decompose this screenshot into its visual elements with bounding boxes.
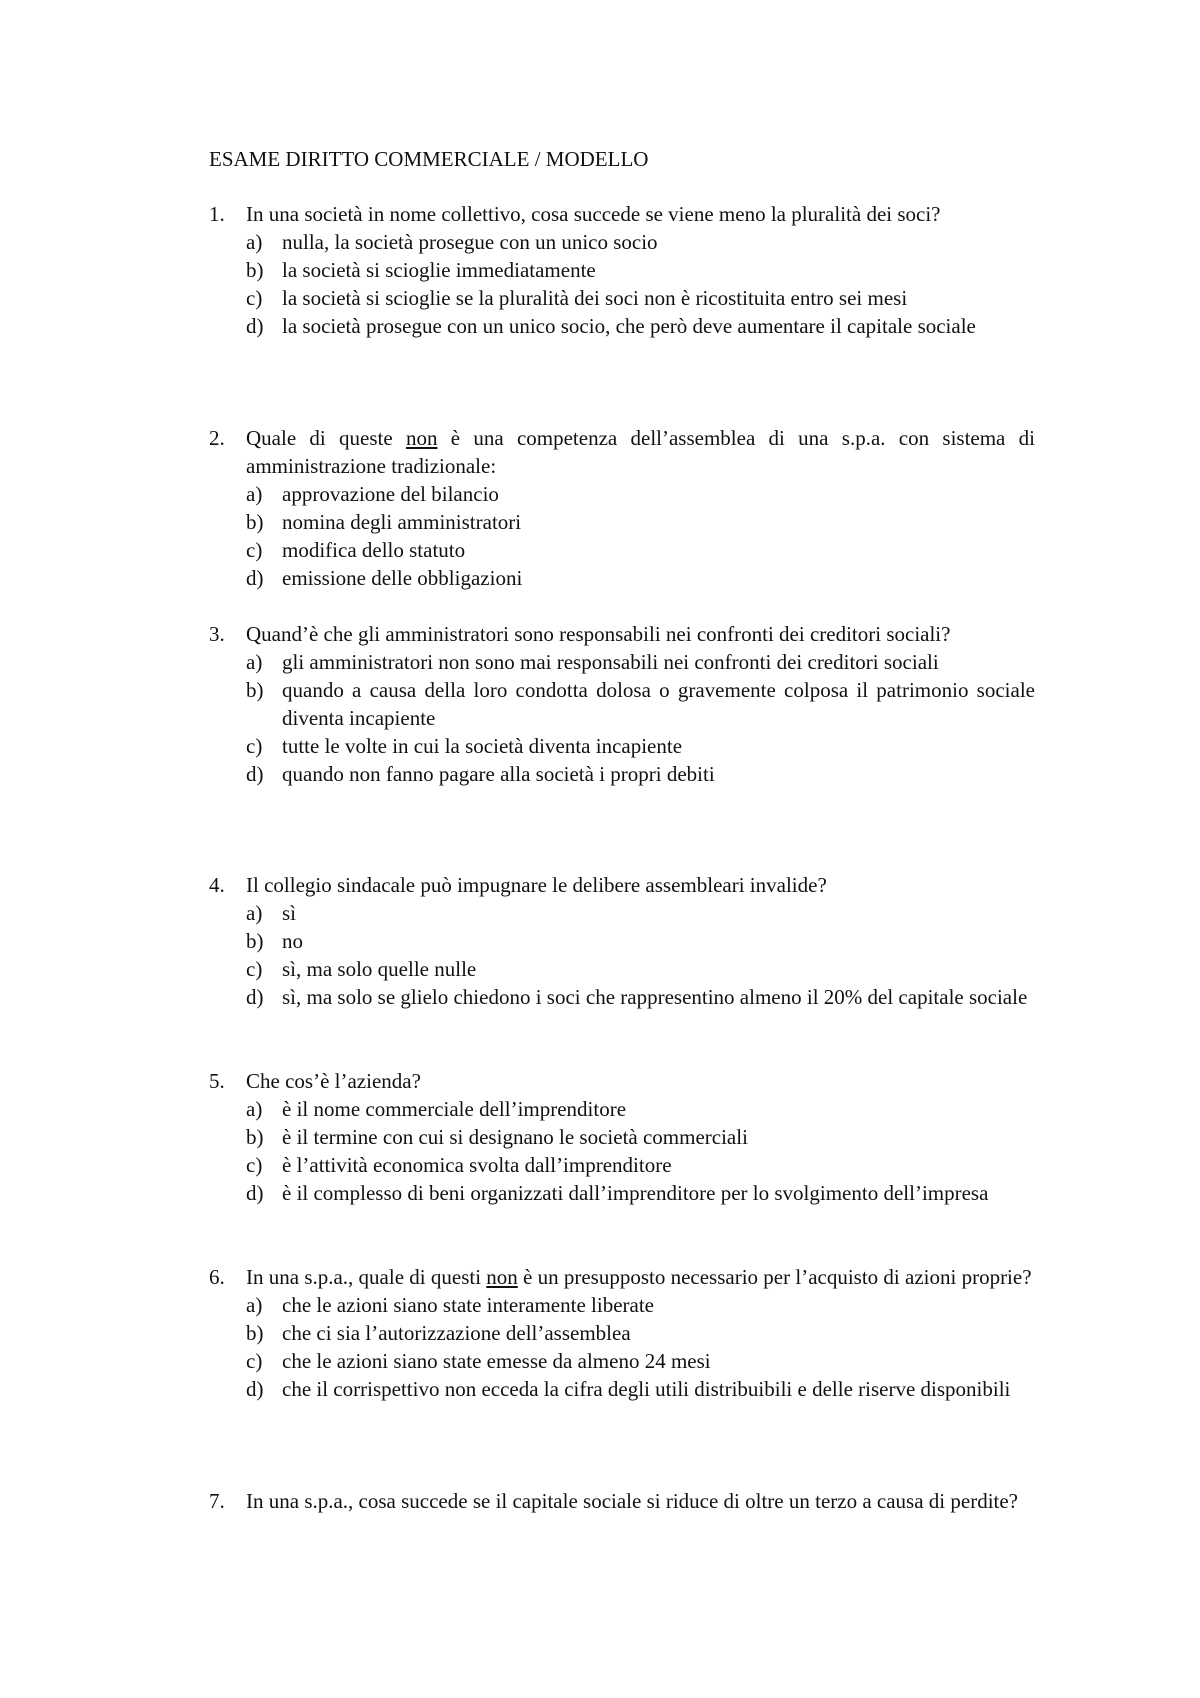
answer-option-a[interactable]	[209, 1095, 1035, 1123]
document-title: ESAME DIRITTO COMMERCIALE / MODELLO	[209, 147, 649, 171]
option-text: la società prosegue con un unico socio, che però deve aumentare il capitale sociale	[282, 314, 976, 338]
question-number: 7.	[209, 1489, 225, 1513]
option-text: tutte le volte in cui la società diventa incapiente	[282, 734, 683, 758]
question-number: 3.	[209, 622, 225, 646]
answer-option-c[interactable]	[209, 1151, 1035, 1179]
answer-option-d[interactable]	[209, 983, 1035, 1011]
option-letter: a)	[246, 650, 263, 674]
answer-option-b[interactable]	[209, 927, 1035, 955]
answer-options	[209, 899, 1035, 1011]
question-3	[209, 620, 1035, 788]
question-number: 4.	[209, 873, 225, 897]
question-4	[209, 871, 1035, 1011]
option-letter: c)	[246, 957, 263, 981]
option-text: è il complesso di beni organizzati dall’imprenditore per lo svolgimento dell’impresa	[282, 1181, 989, 1205]
question-stem	[209, 1487, 1035, 1515]
option-text: sì, ma solo quelle nulle	[282, 957, 477, 981]
question-7	[209, 1487, 1035, 1515]
option-letter: a)	[246, 1293, 263, 1317]
answer-option-a[interactable]	[209, 899, 1035, 927]
question-number: 6.	[209, 1265, 225, 1289]
option-text: approvazione del bilancio	[282, 482, 499, 506]
answer-option-a[interactable]	[209, 480, 1035, 508]
answer-option-c[interactable]	[209, 955, 1035, 983]
question-text: In una s.p.a., quale di questi non è un presupposto necessario per l’acquisto di azioni proprie?	[246, 1265, 1032, 1289]
answer-option-a[interactable]	[209, 648, 1035, 676]
question-text: In una società in nome collettivo, cosa succede se viene meno la pluralità dei soci?	[246, 202, 941, 226]
question-stem	[209, 620, 1035, 648]
option-letter: b)	[246, 678, 264, 702]
option-letter: a)	[246, 1097, 263, 1121]
option-text: è il nome commerciale dell’imprenditore	[282, 1097, 627, 1121]
question-text: Quale di queste non è una competenza dell’assemblea di una s.p.a. con sistema di amministrazione tradizionale:	[246, 426, 1035, 478]
option-letter: d)	[246, 1377, 264, 1401]
option-letter: d)	[246, 1181, 264, 1205]
question-number: 1.	[209, 202, 225, 226]
question-stem	[209, 200, 1035, 228]
question-1	[209, 200, 1035, 340]
option-letter: c)	[246, 538, 263, 562]
option-text: quando a causa della loro condotta dolosa o gravemente colposa il patrimonio sociale diventa incapiente	[282, 678, 1035, 730]
option-text: modifica dello statuto	[282, 538, 466, 562]
answer-option-b[interactable]	[209, 1123, 1035, 1151]
answer-option-d[interactable]	[209, 1375, 1035, 1403]
option-text: che ci sia l’autorizzazione dell’assemblea	[282, 1321, 631, 1345]
option-text: no	[282, 929, 303, 953]
option-letter: c)	[246, 1153, 263, 1177]
option-letter: d)	[246, 314, 264, 338]
option-letter: b)	[246, 1125, 264, 1149]
question-number: 5.	[209, 1069, 225, 1093]
option-text: la società si scioglie se la pluralità dei soci non è ricostituita entro sei mesi	[282, 286, 908, 310]
option-text: emissione delle obbligazioni	[282, 566, 523, 590]
option-letter: c)	[246, 734, 263, 758]
option-letter: b)	[246, 510, 264, 534]
question-5	[209, 1067, 1035, 1207]
option-text: quando non fanno pagare alla società i propri debiti	[282, 762, 715, 786]
answer-option-c[interactable]	[209, 732, 1035, 760]
question-stem	[209, 871, 1035, 899]
option-letter: c)	[246, 286, 263, 310]
option-text: nulla, la società prosegue con un unico socio	[282, 230, 658, 254]
option-letter: c)	[246, 1349, 263, 1373]
answer-option-c[interactable]	[209, 536, 1035, 564]
answer-option-a[interactable]	[209, 228, 1035, 256]
option-text: gli amministratori non sono mai responsabili nei confronti dei creditori sociali	[282, 650, 939, 674]
question-stem	[209, 1263, 1035, 1291]
option-text: è l’attività economica svolta dall’imprenditore	[282, 1153, 672, 1177]
answer-options	[209, 228, 1035, 340]
option-letter: d)	[246, 985, 264, 1009]
option-text: la società si scioglie immediatamente	[282, 258, 596, 282]
option-letter: a)	[246, 482, 263, 506]
question-text: Quand’è che gli amministratori sono responsabili nei confronti dei creditori sociali?	[246, 622, 951, 646]
option-letter: b)	[246, 258, 264, 282]
question-text: Il collegio sindacale può impugnare le delibere assembleari invalide?	[246, 873, 827, 897]
option-letter: a)	[246, 901, 263, 925]
answer-options	[209, 1095, 1035, 1207]
question-stem	[209, 424, 1035, 480]
answer-option-b[interactable]	[209, 676, 1035, 732]
option-text: è il termine con cui si designano le società commerciali	[282, 1125, 748, 1149]
question-number: 2.	[209, 426, 225, 450]
answer-option-c[interactable]	[209, 1347, 1035, 1375]
answer-options	[209, 648, 1035, 788]
option-text: sì, ma solo se glielo chiedono i soci che rappresentino almeno il 20% del capitale sociale	[282, 985, 1028, 1009]
question-stem	[209, 1067, 1035, 1095]
option-text: che il corrispettivo non ecceda la cifra degli utili distribuibili e delle riserve disponibili	[282, 1377, 1011, 1401]
option-letter: b)	[246, 1321, 264, 1345]
option-text: nomina degli amministratori	[282, 510, 522, 534]
question-6	[209, 1263, 1035, 1403]
question-text: Che cos’è l’azienda?	[246, 1069, 421, 1093]
negation-emphasis: non	[405, 426, 438, 450]
question-text: In una s.p.a., cosa succede se il capitale sociale si riduce di oltre un terzo a causa di perdite?	[246, 1489, 1019, 1513]
answer-option-d[interactable]	[209, 760, 1035, 788]
answer-option-b[interactable]	[209, 508, 1035, 536]
answer-option-c[interactable]	[209, 284, 1035, 312]
answer-options	[209, 480, 1035, 592]
question-2	[209, 424, 1035, 592]
option-letter: d)	[246, 566, 264, 590]
answer-options	[209, 1291, 1035, 1403]
option-letter: d)	[246, 762, 264, 786]
answer-option-d[interactable]	[209, 312, 1035, 340]
answer-option-d[interactable]	[209, 1179, 1035, 1207]
negation-emphasis: non	[486, 1265, 518, 1289]
answer-option-d[interactable]	[209, 564, 1035, 592]
answer-option-a[interactable]	[209, 1291, 1035, 1319]
option-letter: b)	[246, 929, 264, 953]
option-text: sì	[282, 901, 297, 925]
option-letter: a)	[246, 230, 263, 254]
answer-option-b[interactable]	[209, 256, 1035, 284]
option-text: che le azioni siano state interamente liberate	[282, 1293, 654, 1317]
answer-option-b[interactable]	[209, 1319, 1035, 1347]
option-text: che le azioni siano state emesse da almeno 24 mesi	[282, 1349, 711, 1373]
